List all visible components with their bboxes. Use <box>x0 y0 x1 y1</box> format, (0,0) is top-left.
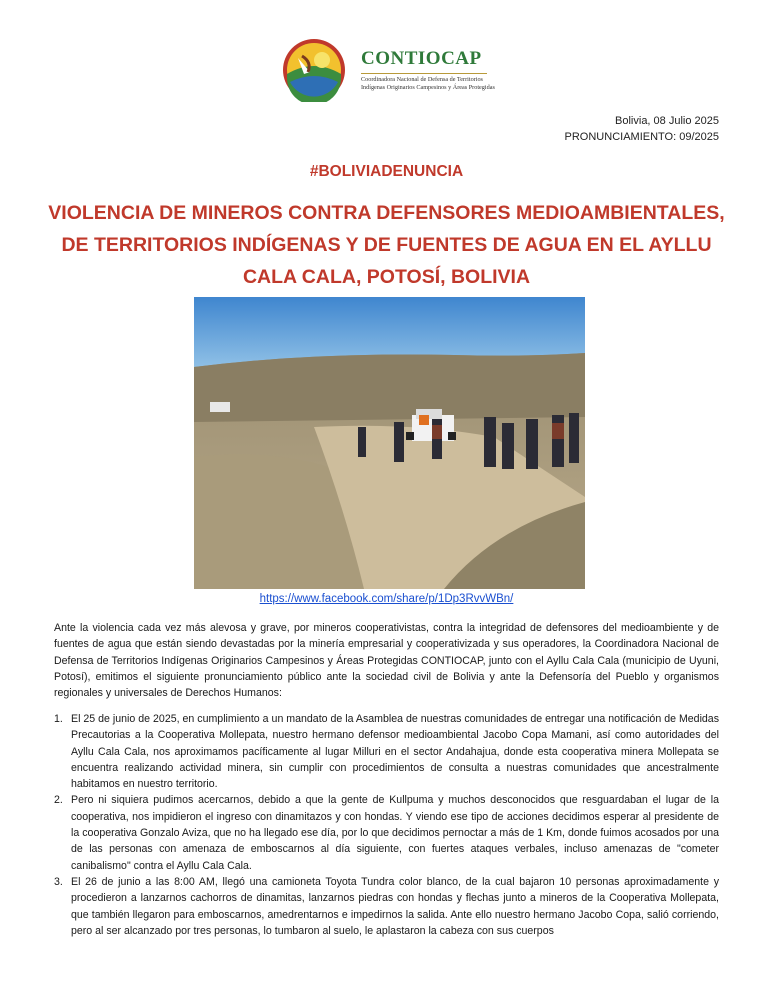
numbered-list <box>54 711 719 939</box>
pronouncement-number: PRONUNCIAMIENTO: 09/2025 <box>564 131 719 143</box>
header <box>282 38 502 104</box>
list-item-text: El 25 de junio de 2025, en cumplimiento a un mandato de la Asamblea de nuestras comunidades de entregar una notificación de Medidas Precautorias a la Cooperativa Mollepata, nuestro hermano defensor medioambiental Jacobo Copa Mamani, así como autoridades del Ayllu Cala Cala, nos aproximamos pacíficamente al lugar Milluri en el sector Andahajua, donde esta cooperativa minera Mollepata se encuentra realizando actividad minera, sin cumplir con procedimientos de consulta a nuestras comunidades que ancestralmente habitamos en nuestro territorio. <box>71 713 719 791</box>
facebook-share-link[interactable]: https://www.facebook.com/share/p/1Dp3RvvWBn/ <box>259 593 514 605</box>
org-name: CONTIOCAP <box>361 48 482 69</box>
contiocap-logo <box>282 38 346 102</box>
place-date: Bolivia, 08 Julio 2025 <box>615 115 719 127</box>
document-meta <box>565 113 719 145</box>
org-subtitle <box>361 76 495 91</box>
org-subtitle-line2: Indígenas Originarios Campesinos y Áreas Protegidas <box>361 83 495 91</box>
document-title: VIOLENCIA DE MINEROS CONTRA DEFENSORES MEDIOAMBIENTALES, DE TERRITORIOS INDÍGENAS Y DE FUENTES DE AGUA EN EL AYLLU CALA CALA, POTOSÍ, BOLIVIA <box>48 202 725 288</box>
list-item <box>54 874 719 939</box>
list-item <box>54 792 719 873</box>
list-item-text: Pero ni siquiera pudimos acercarnos, debido a que la gente de Kullpuma y muchos desconocidos que resguardaban el lugar de la cooperativa, nos impidieron el ingreso con dinamitazos y con hondas. Y viendo ese tipo de acciones decidimos esperar al presidente de la cooperativa Gonzalo Aviza, que no ha llegado ese día, por lo que decidimos pernoctar a más de 1 Km, donde fuimos acosados por una de las personas con amenaza de emboscarnos al día siguiente, con fuertes ataques verbales, incluso amenazas de "cometer canibalismo" contra el Ayllu Cala Cala. <box>71 794 719 872</box>
org-subtitle-line1: Coordinadora Nacional de Defensa de Territorios <box>361 76 483 83</box>
hashtag: #BOLIVIADENUNCIA <box>309 163 464 180</box>
list-item-number: 1. <box>54 713 63 725</box>
list-item-number: 3. <box>54 875 63 888</box>
list-item-text: El 26 de junio a las 8:00 AM, llegó una camioneta Toyota Tundra color blanco, de la cual bajaron 10 personas aproximadamente y procedieron a lanzarnos cachorros de dinamitas, lanzarnos piedras con hondas y flechas junto a mineros de la Cooperativa Mollepata, que también llegaron para emboscarnos, amedrentarnos e impedirnos la salida. Ante ello nuestro hermano Jacobo Copa, salió corriendo, pero al ser alcanzado por tres personas, lo tumbaron al suelo, le aplastaron la cabeza con sus cuerpos <box>71 875 719 937</box>
list-item-number: 2. <box>54 794 63 807</box>
list-item <box>54 711 719 792</box>
news-photo <box>194 297 585 589</box>
intro-paragraph: Ante la violencia cada vez más alevosa y grave, por mineros cooperativistas, contra la integridad de defensores del medioambiente y de fuentes de agua que están siendo devastadas por la minería empresarial y cooperativizada y sus operadores, la Coordinadora Nacional de Defensa de Territorios Indígenas Originarios Campesinos y Áreas Protegidas CONTIOCAP, junto con el Ayllu Cala Cala (municipio de Uyuni, Potosí), emitimos el siguiente pronunciamiento público ante la sociedad civil de Bolivia y ante la Defensoría del Pueblo y organismos regionales y universales de Derechos Humanos: <box>54 622 719 700</box>
org-divider <box>361 73 487 74</box>
